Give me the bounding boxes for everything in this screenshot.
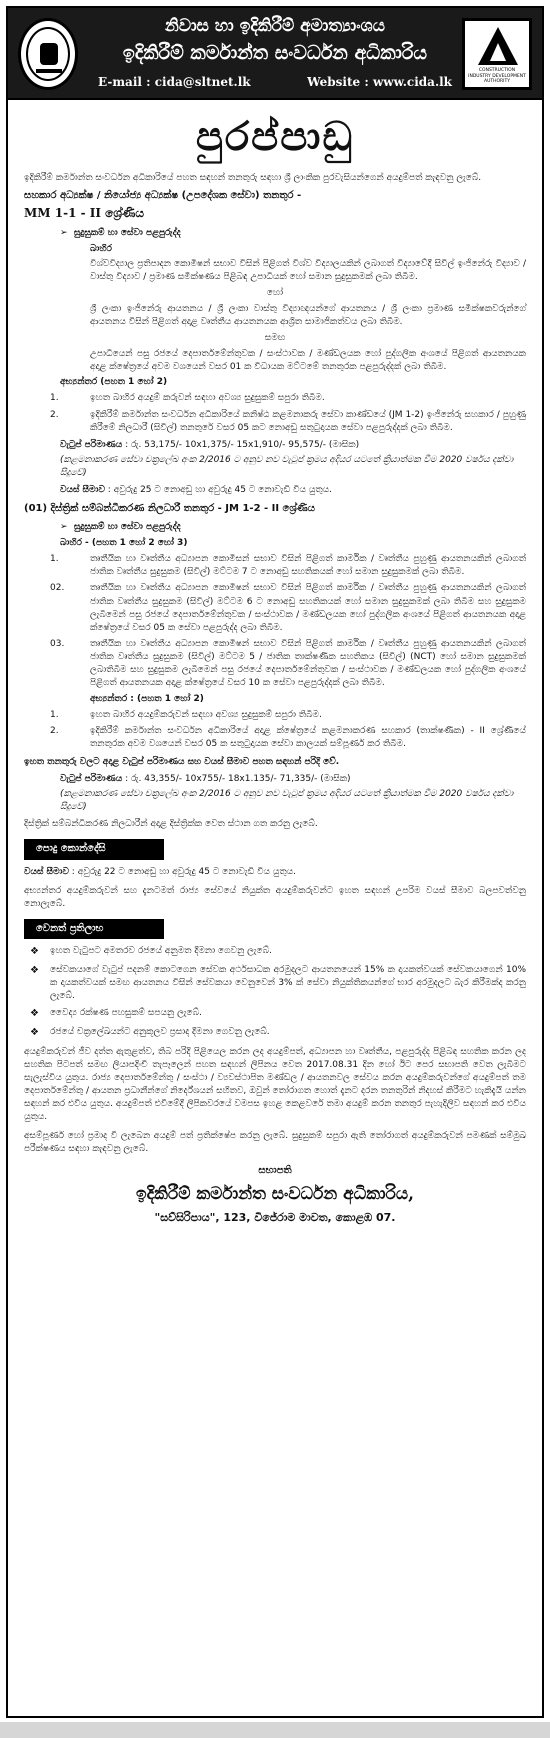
- diamond-bullet-icon: ❖: [30, 1008, 39, 1020]
- post1-qual-2: ශ්‍රී ලංකා ඉංජිනේරු ආයතනය / ශ්‍රී ලංකා වාස්තු විද්‍යාඥයන්ගේ ආයතනය / ශ්‍රී ලංකා ප්‍රමාණ සමීක්ෂකවරුන්ගේ ආයතනය විසින් පිළිගත් අදාළ වෘත්තීය ආයතනයක ආශ්‍රිත සාමාජිකත්වය ලබා තිබීම.: [90, 304, 526, 328]
- diamond-bullet-icon: ❖: [30, 946, 39, 958]
- post2-salary: වැටුප් පරිමාණය : රු. 43,355/- 10x755/- 18x1.135/- 71,335/- (මාසික): [60, 774, 351, 785]
- authority-name: ඉදිකිරීම් කර්මාන්ත සංවර්ධන අධිකාරිය: [122, 42, 428, 64]
- post2-qual-heading: ➢ සුදුසුකම් හා සේවා පළපුරුද්ද: [60, 522, 181, 533]
- benefit-item: ❖ සේවකයාගේ වැටුප් පදනම් කොටගෙන සේවක අර්ථසාධක අරමුදලට ආයතනයෙන් 15% ක දායකත්වයක් සේවකයාගෙන් 10% ක දායකත්වයක් සමඟ ආයතනය විසින් සේවකයා වෙනුවෙන් 3% ක් සේවා නියුක්තිකයන්ගේ භාර අරමුදලට බැර කිරීමක්ද කරනු ලැබේ.: [30, 964, 526, 1003]
- post1-internal-item: 2. ඉදිකිරීම් කර්මාන්ත සංවර්ධන අධිකාරියේ කනිෂ්ඨ කළමනාකරු සේවා කාණ්ඩයේ (JM 1-2) ඉංජිනේරු සහකාර / පුහුණු කිරීමේ නිලධාරී (සිවිල්) තනතුරේ වසර 05 කට නොඅඩු සතුටුදායක සේවා පළපුරුද්දක් ලබා තිබීම.: [50, 409, 526, 433]
- post2-external-item: 1. තෘතීයික හා වෘත්තීය අධ්‍යාපන කොමිසන් සභාව විසින් පිළිගත් කාර්මික / වෘත්තීය පුහුණු ආයතනයකින් ලබාගත් ජාතික වෘත්තීය සුදුසුකම (සිවිල්) මට්ටම 7 ට නොඅඩු සහතිකයක් හෝ සමාන සුදුසුකමක් ලබා තිබීම.: [50, 554, 526, 578]
- intro-text: ඉදිකිරීම් කර්මාන්ත සංවර්ධන අධිකාරියේ පහත සඳහන් තනතුරු සඳහා ශ්‍රී ලාංකික පුරවැසියන්ගෙන් අයදුම්පත් කැඳවනු ලැබේ.: [24, 173, 482, 183]
- post1-age-limit: වයස් සීමාව : අවුරුදු 25 ට නොඅඩු හා අවුරුදු 45 ට නොවැඩි විය යුතුය.: [60, 484, 332, 495]
- post1-salary: වැටුප් පරිමාණය : රු. 53,175/- 10x1,375/- 15x1,910/- 95,575/- (මාසික): [60, 439, 360, 450]
- post2-external-item: 03. තෘතීයික හා වෘත්තීය අධ්‍යාපන කොමිෂන් සභාව විසින් පිළිගත් කාර්මික / වෘත්තීය පුහුණු ආයතනයකින් ලබාගත් ජාතික වෘත්තීය සුදුසුකම (සිවිල්) මට්ටම 5 / ජාතික තාක්ෂණික සහතිකය (සිවිල්) (NCT) හෝ සමාන සුදුසුකමක් ලබාතිබීම සහ සුදුසුකම ලැබීමෙන් පසු රජයේ දෙපාර්තමේන්තුවක / සංස්ථාවක / මණ්ඩලයක හෝ පුද්ගලික අංශයේ පිළිගත් ආයතනයක අදාළ ක්ෂේත්‍රයේ වසර 10 ක සේවා පළපුරුද්දක් ලබා තිබීම.: [50, 638, 526, 688]
- post1-qual-3: උපාධියෙන් පසු රජයේ දෙපාර්තමේන්තුවක / සංස්ථාවක / මණ්ඩලයක හෝ පුද්ගලික අංශයේ පිළිගත් ආයතනයක අදාළ ක්ෂේත්‍රයේ අවම වශයෙන් වසර 01 ක විධායක මට්ටමේ තනතුරක පළපුරුද්දක් ලබා තිබීම.: [90, 349, 526, 373]
- contact-line: [98, 74, 452, 91]
- footer-org-name: ඉදිකිරීම් කර්මාන්ත සංවර්ධන අධිකාරිය,: [135, 1183, 415, 1204]
- post1-qual-1: විශ්වවිද්‍යාල ප්‍රතිපාදන කොමිෂන් සභාව විසින් පිළිගත් විශ්ව විද්‍යාලයකින් ලබාගත් විද්‍යාවේදී සිවිල් ඉංජිනේරු විද්‍යාව / වාස්තු විද්‍යාව / ප්‍රමාණ සමීක්ෂණය පිළිබඳ උපාධියක් හෝ සමාන සුදුසුකමක් ලබා තිබීම.: [90, 259, 526, 283]
- post1-and: සමඟ: [264, 333, 286, 344]
- advert-footer: [24, 1164, 526, 1225]
- chairman-label: සභාපති: [258, 1165, 292, 1177]
- vacancy-advertisement: [6, 6, 544, 1718]
- ministry-name: නිවාස හා ඉදිකිරීම් අමාත්‍යාංශය: [165, 16, 385, 36]
- advert-body: [8, 172, 542, 1226]
- benefit-item: ❖ ඉහත වැටුපට අමතරව රජයේ අනුමත දීමනා ගෙවනු ලැබේ.: [30, 945, 526, 960]
- general-conditions-text: අභ්‍යන්තර අයදුම්කරුවන් සහ දැනටමත් රාජ්‍ය සේවයේ නියුක්ත අයදුම්කරුවන්ට ඉහත සඳහන් උපරිම වයස් සීමාව බලපවත්වනු නොලැබේ.: [24, 885, 526, 909]
- post1-title: සහකාර අධ්‍යක්ෂ / නියෝජ්‍ය අධ්‍යක්ෂ (උපදේශක සේවා) තනතුර -: [24, 190, 302, 202]
- general-conditions-heading: පොදු කොන්දේසි: [24, 839, 164, 860]
- post1-or: හෝ: [266, 288, 284, 299]
- post1-qual-heading: ➢ සුදුසුකම් හා සේවා පළපුරුද්ද: [60, 227, 181, 238]
- post1-internal-label: අභ්‍යන්තර (පහත 1 හෝ 2): [60, 377, 168, 388]
- application-instructions: අයදුම්කරුවන් ජීව දත්ත ඇතුළත්ව, තිබ පරිදි පිළියෙල කරන ලද අයදුම්පත්, අධ්‍යාපන හා වෘත්තීය, පළපුරුද්ද පිළිබඳ සහතික කරන ලද සහතික පිටපත් සමඟ ලියාපදිංචි තැපෑලෙන් පහත සඳහන් ලිපිනය වෙත 2017.08.31 දින හෝ ඊට පෙර සභාපති වෙත ලැබිමට සැලැස්විය යුතුය. රාජ්‍ය දෙපාර්තමේන්තු / සංස්ථා / ව්‍යවස්ථාපිත මණ්ඩල / ආයතනවල සේවය කරන අයදුම්කරුවන්ගේ අයදුම්පත් තම දෙපාර්තමේන්තු / ආයතන ප්‍රධානීන්ගේ නිර්දේශයන් සහිතව, ඔවුන් තෝරාගත හොත් දැනට දරන තනතුරින් නිදහස් කිරීමට හැකිදැයි යන්න සඳහන් කර එවිය යුතුය. අයදුම්පත් එවීමේදී ලිපිකවරයේ වමපස ඉහළ කෙළවරේ තමා අයදුම් කරන තනතුර පැහැදිලිව සඳහන් කර එවිය යුතුය.: [24, 1047, 526, 1123]
- post2-external-item: 02. තෘතීයික හා වෘත්තීය අධ්‍යාපන කොමිෂන් සභාව විසින් පිළිගත් කාර්මික / වෘත්තීය පුහුණු ආයතනයකින් ලබාගත් ජාතික වෘත්තීය සුදුසුකම (සිවිල්) මට්ටම 6 ට නොඅඩු සහතිකයක් හෝ සමාන සුදුසුකමක් ලබා තිබීම සහ සුදුසුකම ලැබීමෙන් පසු රජයේ දෙපාර්තමේන්තුවක / සංස්ථාවක / මණ්ඩලයක හෝ පුද්ගලික අංශයේ පිළිගත් ආයතනයක අදාළ ක්ෂේත්‍රයේ වසර 05 ක සේවා පළපුරුද්ද ලබා තිබීම.: [50, 583, 526, 633]
- advert-header: [8, 8, 542, 100]
- post1-grade: MM 1-1 - II ශ්‍රේණිය: [24, 205, 145, 220]
- website-text: Website : www.cida.lk: [307, 75, 452, 89]
- closing-note: අසම්පූර්ණ හෝ ප්‍රමාද වී ලැබෙන අයදුම් පත් ප්‍රතික්ෂේප කරනු ලැබේ. සුදුසුකම් සපුරා ඇති තෝරාගත් අයදුම්කරුවන් පමණක් සම්මුඛ පරීක්ෂණය සඳහා කැඳවනු ලැබේ.: [24, 1131, 526, 1155]
- benefit-item: ❖ රජයේ චක්‍රලේඛයන්ට අනුකූලව ප්‍රසාද දීමනා ගෙවනු ලැබේ.: [30, 1026, 526, 1041]
- bottom-band: [0, 1722, 550, 1738]
- post2-external-label: බාහිර - (පහත 1 හෝ 2 හෝ 3): [60, 538, 188, 549]
- sri-lanka-emblem-icon: [18, 18, 78, 90]
- general-age-limit: වයස් සීමාව : අවුරුදු 22 ට නොඅඩු හා අවුරුදු 45 ට නොවැඩි විය යුතුය.: [24, 866, 296, 877]
- diamond-bullet-icon: ❖: [30, 964, 39, 976]
- logo-text: CONSTRUCTION INDUSTRY DEVELOPMENT AUTHORITY: [468, 68, 526, 84]
- diamond-bullet-icon: ❖: [30, 1026, 39, 1038]
- post2-internal-item: 2. ඉදිකිරීම් කර්මාන්ත සංවර්ධන අධිකාරියේ අදාළ ක්ෂේත්‍රයේ කළමනාකරණ සහකාර (තාක්ෂණික) - II ශ්‍රේණියේ තනතුරක අවම වශයෙන් වසර 05 ක සතුටුදායක සේවා කාලයක් සම්පූර්ණ කර තිබීම.: [50, 725, 526, 749]
- post2-salary-heading: ඉහත තනතුරු වලට අදාළ වැටුප් පරිමාණය සහ වයස් සීමාව පහත සඳහන් පරිදි වේ.: [24, 757, 340, 768]
- post1-salary-note: (කළමනාකරණ සේවා චක්‍රලේඛ අංක 2/2016 ට අනුව නව වැටුප් ක්‍රමය අදියර යටතේ ක්‍රියාත්මක වීම 2020 වර්ෂය දක්වා සිදුවේ): [60, 454, 514, 478]
- post1-external-label: බාහිර: [90, 243, 112, 254]
- cida-logo-icon: [462, 18, 532, 90]
- post1-internal-item: 1. ඉහත බාහිර අයදුම් කරුවන් සඳහා අවශ්‍ය සුදුසුකම් සපුරා තිබීම.: [50, 393, 325, 404]
- benefits-heading: වෙනත් ප්‍රතිලාභ: [24, 919, 164, 940]
- email-text: E-mail : cida@sltnet.lk: [98, 75, 251, 89]
- post2-internal-item: 1. ඉහත බාහිර අයදුම්කරුවන් සඳහා අවශ්‍ය සුදුසුකම් සපුරා තිබීම.: [50, 709, 322, 720]
- post2-title: (01) දිස්ත්‍රික් සම්බන්ධීකරණ නිලධාරී තනතුර - JM 1-2 - II ශ්‍රේණිය: [24, 502, 315, 514]
- post2-internal-label: අභ්‍යන්තර : (පහත 1 හෝ 2): [90, 693, 204, 704]
- footer-address: "සව්සිරිපාය", 123, විජේරාම මාවත, කොළඹ 07.: [154, 1210, 396, 1224]
- post2-district-note: දිස්ත්‍රික් සම්බන්ධීකරණ නිලධාරීන් අදාළ දිස්ත්‍රික්ක වෙත ස්ථාන ගත කරනු ලැබේ.: [24, 819, 318, 830]
- page-title: පුරප්පාඩු: [195, 113, 355, 160]
- benefit-item: ❖ වෛද්‍ය රක්ෂණ පහසුකම් සපයනු ලැබේ.: [30, 1007, 526, 1022]
- post2-salary-note: (කළමනාකරණ සේවා චක්‍රලේඛ අංක 2/2016 ට අනුව නව වැටුප් ක්‍රමය අදියර යටතේ ක්‍රියාත්මක වීම 2020 වර්ෂය දක්වා සිදුවේ): [60, 789, 514, 813]
